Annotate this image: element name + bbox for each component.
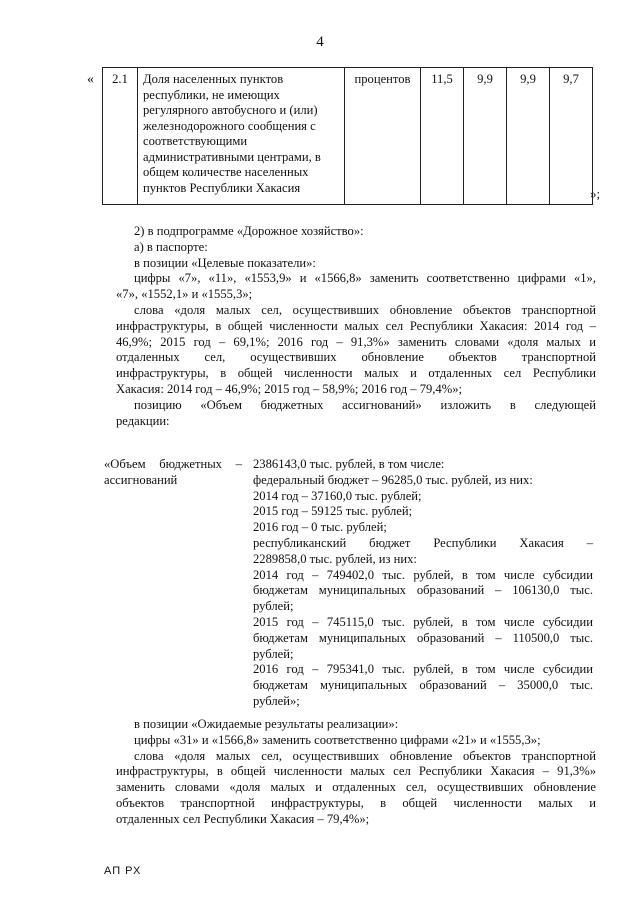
row-number: 2.1 <box>103 68 138 205</box>
line: республиканский бюджет Республики Хакасия – <box>253 535 593 550</box>
line: 2) в подпрограмме «Дорожное хозяйство»: <box>134 224 364 238</box>
line: позицию «Объем бюджетных ассигнований» изложить в следующей <box>134 397 596 412</box>
line: редакции: <box>116 413 170 428</box>
line: а) в паспорте: <box>134 239 208 254</box>
line: отдаленных сел, осуществивших обновление объектов транспортной <box>116 350 596 365</box>
line: 2014 год – 37160,0 тыс. рублей; <box>253 488 422 503</box>
line: федеральный бюджет – 96285,0 тыс. рублей, из них: <box>253 472 533 487</box>
row-value-1: 11,5 <box>421 68 464 205</box>
line: Хакасия: 2014 год – 46,9%; 2015 год – 58,9%; 2016 год – 79,4%»; <box>116 381 463 396</box>
row-unit: процентов <box>345 68 421 205</box>
line: «Объем бюджетных – <box>104 457 242 471</box>
budget-values <box>253 457 593 710</box>
line: 46,9%; 2015 год – 69,1%; 2016 год – 91,3%» заменить словами «доля малых и <box>116 334 596 349</box>
footer-mark: АП РХ <box>104 865 142 877</box>
row-value-2: 9,9 <box>464 68 507 205</box>
line: 2014 год – 749402,0 тыс. рублей, в том числе субсидии <box>253 567 593 582</box>
line: в позиции «Ожидаемые результаты реализации»: <box>134 717 399 731</box>
budget-label <box>104 457 242 489</box>
line: 2016 год – 0 тыс. рублей; <box>253 520 387 535</box>
row-description: Доля населенных пунктов республики, не имеющих регулярного автобусного и (или) железнодорожного сообщения с соответствующими административными центрами, в общем количестве населенных пунктов Республики Хакасия <box>138 68 345 205</box>
line: инфраструктуры, в общей численности малых сел Республики Хакасия – 91,3%» <box>116 764 596 779</box>
indicator-table <box>102 67 593 205</box>
line: бюджетам муниципальных образований – 106130,0 тыс. <box>253 583 593 598</box>
row-value-3: 9,9 <box>507 68 550 205</box>
line: 2386143,0 тыс. рублей, в том числе: <box>253 457 445 471</box>
line: 2015 год – 59125 тыс. рублей; <box>253 504 413 519</box>
line: цифры «31» и «1566,8» заменить соответственно цифрами «21» и «1555,3»; <box>134 732 541 747</box>
line: 2015 год – 745115,0 тыс. рублей, в том числе субсидии <box>253 614 593 629</box>
line: 2289858,0 тыс. рублей, из них: <box>253 551 417 566</box>
line: объектов транспортной инфраструктуры, в общей численности малых и <box>116 795 596 810</box>
row-value-4: 9,7 <box>550 68 593 205</box>
line: «7», «1552,1» и «1555,3»; <box>116 287 253 302</box>
line: слова «доля малых сел, осуществивших обновление объектов транспортной <box>134 302 596 317</box>
line: отдаленных сел Республики Хакасия – 79,4%»; <box>116 811 370 826</box>
line: 2016 год – 795341,0 тыс. рублей, в том числе субсидии <box>253 662 593 677</box>
section-heading <box>116 224 596 429</box>
line: бюджетам муниципальных образований – 35000,0 тыс. <box>253 678 593 693</box>
line: в позиции «Целевые показатели»: <box>134 255 316 270</box>
line: рублей; <box>253 646 294 661</box>
line: инфраструктуры, в общей численности малых сел Республики Хакасия: 2014 год – <box>116 318 596 333</box>
line: инфраструктуры, в общей численности малых и отдаленных сел Республики <box>116 366 596 381</box>
line: заменить словами «доля малых и отдаленных сел, осуществивших обновление <box>116 780 596 795</box>
line: ассигнований <box>104 472 178 487</box>
table-open-quote: « <box>87 72 94 87</box>
table-close-quote: »; <box>590 186 601 201</box>
line: бюджетам муниципальных образований – 110500,0 тыс. <box>253 630 593 645</box>
line: рублей»; <box>253 693 300 708</box>
page-number: 4 <box>316 34 324 50</box>
line: рублей; <box>253 599 294 614</box>
table-row <box>103 68 593 205</box>
expected-results <box>116 717 596 828</box>
line: слова «доля малых сел, осуществивших обновление объектов транспортной <box>134 748 596 763</box>
line: цифры «7», «11», «1553,9» и «1566,8» заменить соответственно цифрами «1», <box>134 271 596 286</box>
